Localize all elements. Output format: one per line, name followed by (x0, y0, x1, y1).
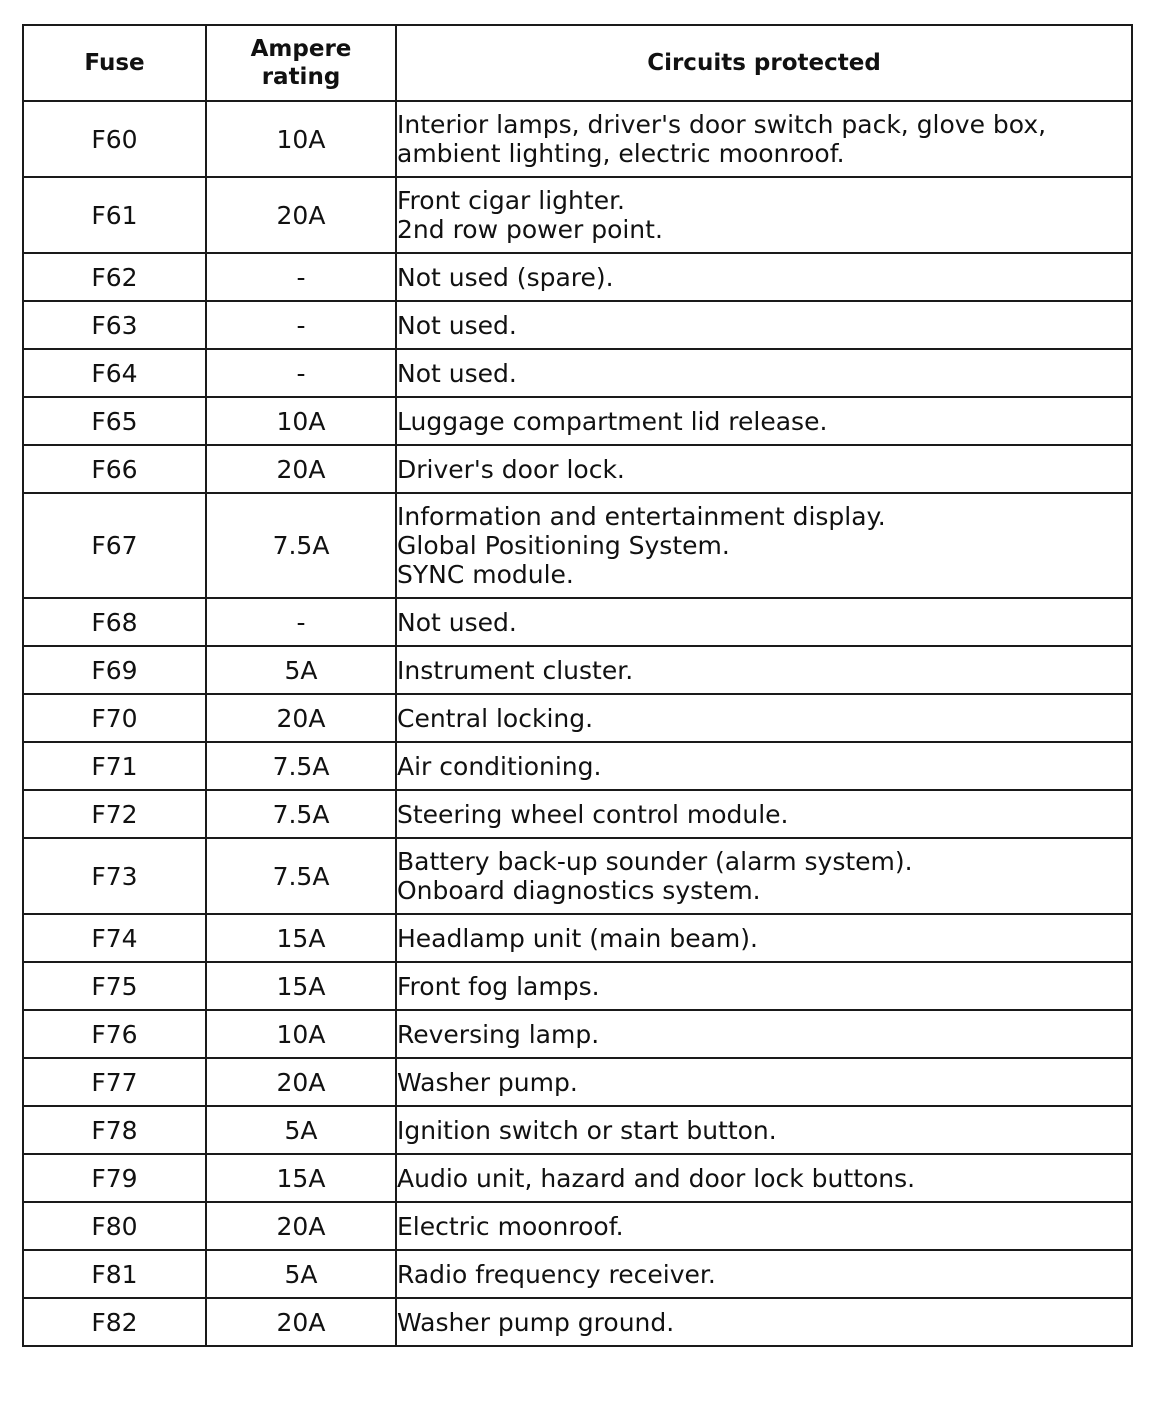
circuit-line: Front cigar lighter. (397, 186, 626, 215)
ampere-cell: 5A (206, 1106, 396, 1154)
circuit-line: Not used (spare). (397, 262, 614, 292)
circuit-line: Radio frequency receiver. (397, 1259, 716, 1289)
fuse-cell: F65 (23, 397, 206, 445)
table-row (23, 493, 1132, 598)
fuse-cell: F77 (23, 1058, 206, 1106)
circuits-cell (396, 1010, 1132, 1058)
ampere-cell: 10A (206, 101, 396, 177)
fuse-cell: F82 (23, 1298, 206, 1346)
table-row (23, 1010, 1132, 1058)
table-row (23, 1202, 1132, 1250)
table-row (23, 1058, 1132, 1106)
circuit-line: Electric moonroof. (397, 1211, 624, 1241)
ampere-cell: 20A (206, 1202, 396, 1250)
ampere-cell: 15A (206, 962, 396, 1010)
circuit-line: Washer pump ground. (397, 1307, 675, 1337)
circuits-cell (396, 349, 1132, 397)
circuit-line: Not used. (397, 358, 517, 388)
circuit-line: Front fog lamps. (397, 971, 600, 1001)
circuits-cell (396, 598, 1132, 646)
circuits-cell (396, 493, 1132, 598)
fuse-table (22, 24, 1133, 1347)
circuits-cell (396, 101, 1132, 177)
ampere-cell: 15A (206, 1154, 396, 1202)
table-body (23, 101, 1132, 1346)
ampere-cell: 20A (206, 1298, 396, 1346)
circuits-cell (396, 742, 1132, 790)
ampere-cell: 7.5A (206, 493, 396, 598)
circuits-cell (396, 962, 1132, 1010)
circuit-line: Headlamp unit (main beam). (397, 923, 758, 953)
circuits-cell (396, 301, 1132, 349)
fuse-cell: F79 (23, 1154, 206, 1202)
table-row (23, 790, 1132, 838)
fuse-cell: F78 (23, 1106, 206, 1154)
circuit-line: Not used. (397, 607, 517, 637)
circuits-cell (396, 1058, 1132, 1106)
table-row (23, 101, 1132, 177)
circuits-cell (396, 1298, 1132, 1346)
ampere-cell: - (206, 598, 396, 646)
table-row (23, 349, 1132, 397)
ampere-cell: 10A (206, 1010, 396, 1058)
circuits-cell (396, 914, 1132, 962)
fuse-cell: F71 (23, 742, 206, 790)
table-row (23, 445, 1132, 493)
fuse-cell: F70 (23, 694, 206, 742)
header-ampere-line1: Ampere (250, 36, 352, 62)
circuit-line: Central locking. (397, 703, 594, 733)
ampere-cell: 20A (206, 1058, 396, 1106)
table-row (23, 1106, 1132, 1154)
ampere-cell: 5A (206, 646, 396, 694)
circuit-line: Not used. (397, 310, 517, 340)
circuit-line: Washer pump. (397, 1067, 578, 1097)
table-row (23, 598, 1132, 646)
table-row (23, 397, 1132, 445)
circuits-cell (396, 694, 1132, 742)
ampere-cell: 10A (206, 397, 396, 445)
header-circuits-protected: Circuits protected (396, 25, 1132, 101)
circuit-line: Driver's door lock. (397, 454, 625, 484)
ampere-cell: 7.5A (206, 742, 396, 790)
circuits-cell (396, 838, 1132, 914)
circuit-line: Luggage compartment lid release. (397, 406, 828, 436)
table-row (23, 962, 1132, 1010)
circuit-line: Global Positioning System. (397, 531, 730, 560)
fuse-cell: F73 (23, 838, 206, 914)
table-row (23, 301, 1132, 349)
circuits-cell (396, 1154, 1132, 1202)
ampere-cell: 7.5A (206, 838, 396, 914)
ampere-cell: 20A (206, 694, 396, 742)
fuse-cell: F62 (23, 253, 206, 301)
ampere-cell: - (206, 253, 396, 301)
ampere-cell: 15A (206, 914, 396, 962)
fuse-cell: F76 (23, 1010, 206, 1058)
table-row (23, 253, 1132, 301)
fuse-cell: F80 (23, 1202, 206, 1250)
ampere-cell: 5A (206, 1250, 396, 1298)
table-row (23, 742, 1132, 790)
table-row (23, 1250, 1132, 1298)
fuse-cell: F63 (23, 301, 206, 349)
circuits-cell (396, 646, 1132, 694)
header-fuse: Fuse (23, 25, 206, 101)
circuits-cell (396, 1106, 1132, 1154)
header-ampere-line2: rating (261, 64, 341, 90)
fuse-cell: F66 (23, 445, 206, 493)
circuits-cell (396, 177, 1132, 253)
circuits-cell (396, 253, 1132, 301)
fuse-cell: F64 (23, 349, 206, 397)
fuse-cell: F60 (23, 101, 206, 177)
table-row (23, 177, 1132, 253)
circuit-line: Interior lamps, driver's door switch pack, glove box, (397, 110, 1047, 139)
circuit-line: Audio unit, hazard and door lock buttons. (397, 1163, 916, 1193)
table-row (23, 914, 1132, 962)
table-row (23, 1154, 1132, 1202)
table-header-row (23, 25, 1132, 101)
table-row (23, 838, 1132, 914)
circuit-line: Steering wheel control module. (397, 799, 789, 829)
circuit-line: Ignition switch or start button. (397, 1115, 777, 1145)
circuits-cell (396, 445, 1132, 493)
fuse-cell: F75 (23, 962, 206, 1010)
table-row (23, 1298, 1132, 1346)
circuits-cell (396, 1202, 1132, 1250)
circuit-line: 2nd row power point. (397, 215, 663, 244)
ampere-cell: - (206, 301, 396, 349)
circuit-line: Battery back-up sounder (alarm system). (397, 847, 913, 876)
circuit-line: Air conditioning. (397, 751, 602, 781)
circuits-cell (396, 790, 1132, 838)
circuit-line: ambient lighting, electric moonroof. (397, 139, 845, 168)
fuse-cell: F72 (23, 790, 206, 838)
fuse-cell: F74 (23, 914, 206, 962)
table-row (23, 694, 1132, 742)
fuse-cell: F67 (23, 493, 206, 598)
ampere-cell: - (206, 349, 396, 397)
circuit-line: SYNC module. (397, 560, 574, 589)
fuse-cell: F61 (23, 177, 206, 253)
fuse-cell: F68 (23, 598, 206, 646)
ampere-cell: 20A (206, 445, 396, 493)
ampere-cell: 20A (206, 177, 396, 253)
fuse-cell: F69 (23, 646, 206, 694)
circuit-line: Information and entertainment display. (397, 502, 886, 531)
circuits-cell (396, 1250, 1132, 1298)
circuit-line: Instrument cluster. (397, 655, 634, 685)
ampere-cell: 7.5A (206, 790, 396, 838)
fuse-cell: F81 (23, 1250, 206, 1298)
circuit-line: Reversing lamp. (397, 1019, 600, 1049)
circuit-line: Onboard diagnostics system. (397, 876, 761, 905)
circuits-cell (396, 397, 1132, 445)
header-ampere-rating (206, 25, 396, 101)
table-row (23, 646, 1132, 694)
